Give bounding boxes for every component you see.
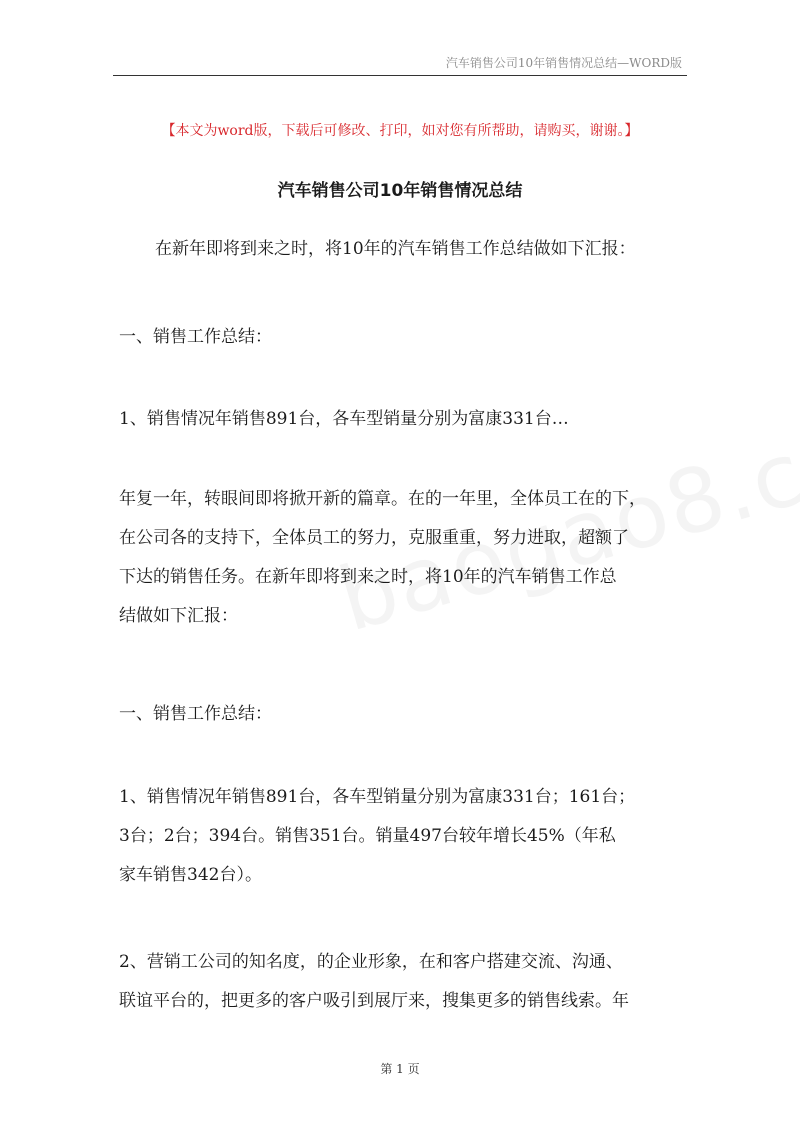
purchase-notice: 【本文为word版，下载后可修改、打印，如对您有所帮助，请购买，谢谢。】 xyxy=(161,123,639,139)
running-header: 汽车销售公司10年销售情况总结—WORD版 xyxy=(445,56,682,70)
page-number: 第 1 页 xyxy=(380,1062,420,1076)
body-line: 3台；2台；394台。销售351台。销量497台较年增长45%（年私 xyxy=(119,826,616,846)
intro-paragraph: 在新年即将到来之时，将10年的汽车销售工作总结做如下汇报： xyxy=(155,239,636,259)
body-line: 结做如下汇报： xyxy=(119,606,238,626)
body-line: 下达的销售任务。在新年即将到来之时，将10年的汽车销售工作总 xyxy=(119,567,617,587)
sales-item-summary: 1、销售情况年销售891台，各车型销量分别为富康331台… xyxy=(119,409,569,429)
section-heading-2: 一、销售工作总结： xyxy=(119,704,272,724)
body-line: 家车销售342台）。 xyxy=(119,865,262,885)
section-heading-1: 一、销售工作总结： xyxy=(119,327,272,347)
sales-item-detail xyxy=(119,778,685,895)
body-line: 2、营销工公司的知名度，的企业形象，在和客户搭建交流、沟通、 xyxy=(119,952,623,972)
body-line: 年复一年，转眼间即将掀开新的篇章。在的一年里，全体员工在的下， xyxy=(119,489,646,509)
body-line: 1、销售情况年销售891台，各车型销量分别为富康331台；161台； xyxy=(119,787,636,807)
body-line: 联谊平台的，把更多的客户吸引到展厅来，搜集更多的销售线索。年 xyxy=(119,991,629,1011)
body-line: 在公司各的支持下，全体员工的努力，克服重重，努力进取，超额了 xyxy=(119,528,629,548)
document-title: 汽车销售公司10年销售情况总结 xyxy=(277,181,523,201)
marketing-item xyxy=(119,943,685,1021)
header-rule xyxy=(113,75,687,76)
